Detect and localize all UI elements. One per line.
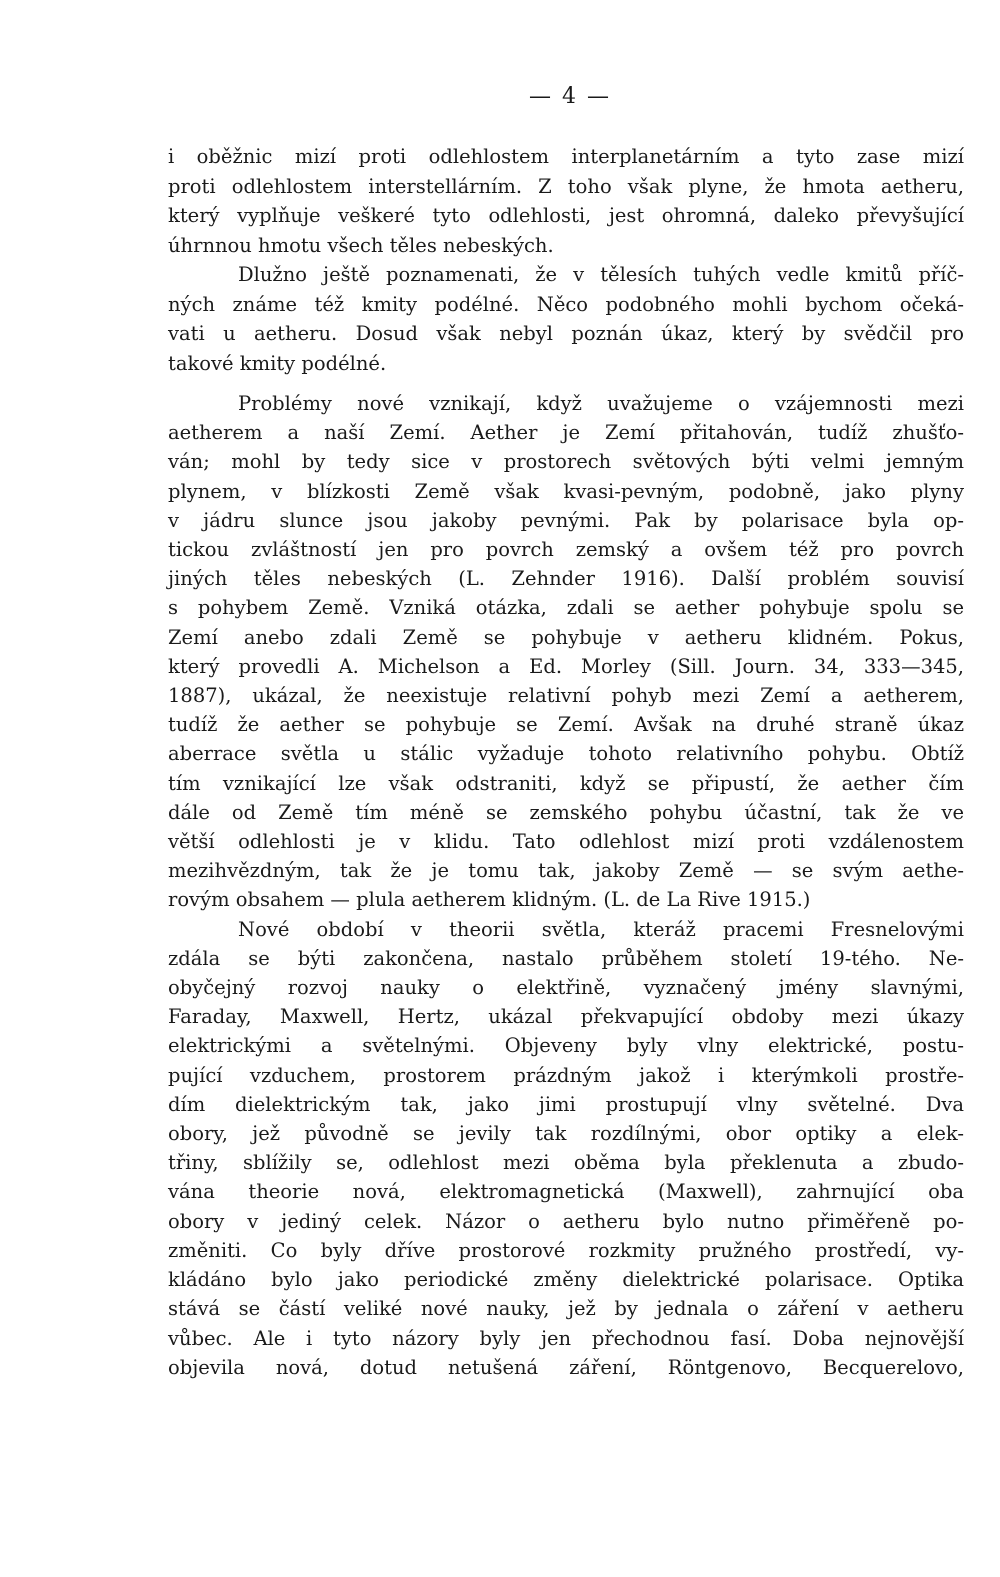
text-line: vůbec. Ale i tyto názory byly jen přechodnou fasí. Doba nejnovější [168, 1326, 964, 1350]
text-line: obory v jediný celek. Názor o aetheru bylo nutno přiměřeně po- [168, 1209, 964, 1233]
text-line: Zemí anebo zdali Země se pohybuje v aetheru klidném. Pokus, [168, 625, 964, 649]
text-line: tím vznikající lze však odstraniti, když se připustí, že aether čím [168, 771, 964, 795]
text-line: aberrace světla u stálic vyžaduje tohoto relativního pohybu. Obtíž [168, 742, 964, 766]
text-line: který provedli A. Michelson a Ed. Morley (Sill. Journ. 34, 333—345, [168, 654, 964, 678]
text-line: proti odlehlostem interstellárním. Z toho však plyne, že hmota aetheru, [168, 174, 964, 198]
text-line: tickou zvláštností jen pro povrch zemský a ovšem též pro povrch [168, 538, 964, 562]
text-line: 1887), ukázal, že neexistuje relativní pohyb mezi Zemí a aetherem, [168, 684, 964, 708]
text-line: změniti. Co byly dříve prostorové rozkmity pružného prostředí, vy- [168, 1238, 964, 1262]
text-line: objevila nová, dotud netušená záření, Röntgenovo, Becquerelovo, [168, 1355, 964, 1379]
paragraph-1 [168, 142, 964, 260]
text-line: třiny, sblížily se, odlehlost mezi oběma byla překlenuta a zbudo- [168, 1151, 964, 1175]
paragraph-2 [168, 260, 964, 378]
text-line: ných známe též kmity podélné. Něco podobného mohli bychom očeká- [168, 292, 964, 316]
text-line: vána theorie nová, elektromagnetická (Maxwell), zahrnující oba [168, 1180, 964, 1204]
text-line: i oběžnic mizí proti odlehlostem interplanetárním a tyto zase mizí [168, 145, 964, 168]
text-line: úhrnnou hmotu všech těles nebeských. [168, 233, 554, 257]
text-line: dím dielektrickým tak, jako jimi prostupují vlny světelné. Dva [168, 1092, 964, 1116]
text-line: vati u aetheru. Dosud však nebyl poznán úkaz, který by svědčil pro [168, 322, 964, 345]
text-line: pující vzduchem, prostorem prázdným jakož i kterýmkoli prostře- [168, 1063, 964, 1087]
text-line: tudíž že aether se pohybuje se Zemí. Avšak na druhé straně úkaz [168, 713, 964, 737]
text-line: v jádru slunce jsou jakoby pevnými. Pak by polarisace byla op- [168, 508, 964, 532]
text-line: obyčejný rozvoj nauky o elektřině, vyznačený jmény slavnými, [168, 976, 964, 1000]
text-line: který vyplňuje veškeré tyto odlehlosti, jest ohromná, daleko převyšující [168, 204, 964, 227]
text-line: Problémy nové vznikají, když uvažujeme o vzájemnosti mezi [238, 392, 964, 415]
text-line: aetherem a naší Zemí. Aether je Zemí přitahován, tudíž zhušťo- [168, 421, 964, 445]
body-text [168, 142, 964, 1382]
text-line: s pohybem Země. Vzniká otázka, zdali se aether pohybuje spolu se [168, 596, 964, 620]
text-line: mezihvězdným, tak že je tomu tak, jakoby Země — se svým aethe- [168, 859, 964, 883]
text-line: kládáno bylo jako periodické změny dielektrické polarisace. Optika [168, 1268, 964, 1292]
text-line: rovým obsahem — plula aetherem klidným. (L. de La Rive 1915.) [168, 888, 811, 912]
text-line: Nové období v theorii světla, kteráž pracemi Fresnelovými [238, 917, 964, 941]
text-line: obory, jež původně se jevily tak rozdílnými, obor optiky a elek- [168, 1122, 964, 1146]
text-line: dále od Země tím méně se zemského pohybu účastní, tak že ve [168, 800, 964, 824]
text-line: elektrickými a světelnými. Objeveny byly vlny elektrické, postu- [168, 1034, 964, 1058]
paragraph-3 [168, 389, 964, 915]
text-line: větší odlehlosti je v klidu. Tato odlehlost mizí proti vzdálenostem [168, 830, 964, 854]
text-line: takové kmity podélné. [168, 351, 387, 375]
text-line: ván; mohl by tedy sice v prostorech světových býti velmi jemným [168, 450, 964, 474]
text-line: plynem, v blízkosti Země však kvasi-pevným, podobně, jako plyny [168, 479, 964, 503]
text-line: Faraday, Maxwell, Hertz, ukázal překvapující obdoby mezi úkazy [168, 1005, 964, 1029]
text-line: Dlužno ještě poznamenati, že v tělesích tuhých vedle kmitů příč- [238, 263, 964, 286]
paragraph-4 [168, 915, 964, 1382]
text-line: stává se částí veliké nové nauky, jež by jednala o záření v aetheru [168, 1297, 964, 1321]
text-line: jiných těles nebeských (L. Zehnder 1916). Další problém souvisí [168, 567, 964, 591]
text-line: zdála se býti zakončena, nastalo průběhem století 19-tého. Ne- [168, 946, 964, 970]
page-number: — 4 — [529, 84, 611, 109]
